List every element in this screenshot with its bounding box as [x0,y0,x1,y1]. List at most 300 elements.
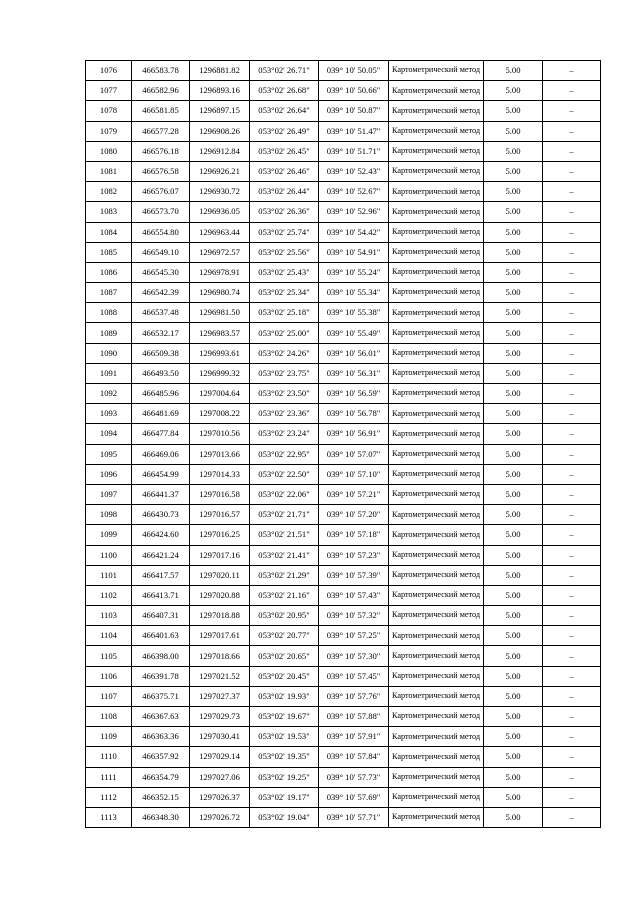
method-cell: Картометрический метод [389,606,484,626]
latitude-cell: 053°02' 22.50" [250,464,319,484]
table-row [86,61,601,81]
point-number-cell: 1107 [86,686,132,706]
latitude-cell: 053°02' 20.77" [250,626,319,646]
note-cell: – [543,424,601,444]
y-coordinate-cell: 1297017.16 [190,545,250,565]
x-coordinate-cell: 466581.85 [132,101,190,121]
accuracy-cell: 5.00 [484,404,543,424]
x-coordinate-cell: 466573.70 [132,202,190,222]
y-coordinate-cell: 1297027.06 [190,767,250,787]
table-row [86,545,601,565]
x-coordinate-cell: 466348.30 [132,807,190,827]
longitude-cell: 039° 10' 57.07" [319,444,389,464]
latitude-cell: 053°02' 19.25" [250,767,319,787]
method-cell: Картометрический метод [389,222,484,242]
latitude-cell: 053°02' 23.75" [250,363,319,383]
longitude-cell: 039° 10' 57.43" [319,585,389,605]
method-cell: Картометрический метод [389,807,484,827]
note-cell: – [543,182,601,202]
table-row [86,404,601,424]
method-cell: Картометрический метод [389,626,484,646]
latitude-cell: 053°02' 22.95" [250,444,319,464]
table-row [86,303,601,323]
x-coordinate-cell: 466375.71 [132,686,190,706]
longitude-cell: 039° 10' 55.24" [319,262,389,282]
y-coordinate-cell: 1296978.91 [190,262,250,282]
point-number-cell: 1111 [86,767,132,787]
longitude-cell: 039° 10' 51.71" [319,141,389,161]
y-coordinate-cell: 1296981.50 [190,303,250,323]
note-cell: – [543,141,601,161]
longitude-cell: 039° 10' 57.91" [319,727,389,747]
point-number-cell: 1104 [86,626,132,646]
note-cell: – [543,262,601,282]
table-row [86,323,601,343]
latitude-cell: 053°02' 26.71" [250,61,319,81]
y-coordinate-cell: 1296912.84 [190,141,250,161]
x-coordinate-cell: 466398.00 [132,646,190,666]
y-coordinate-cell: 1296881.82 [190,61,250,81]
method-cell: Картометрический метод [389,747,484,767]
x-coordinate-cell: 466542.39 [132,283,190,303]
x-coordinate-cell: 466357.92 [132,747,190,767]
y-coordinate-cell: 1296972.57 [190,242,250,262]
point-number-cell: 1109 [86,727,132,747]
y-coordinate-cell: 1297027.37 [190,686,250,706]
coordinates-table [85,60,601,828]
note-cell: – [543,606,601,626]
x-coordinate-cell: 466354.79 [132,767,190,787]
y-coordinate-cell: 1296980.74 [190,283,250,303]
latitude-cell: 053°02' 26.36" [250,202,319,222]
point-number-cell: 1098 [86,505,132,525]
table-row [86,747,601,767]
method-cell: Картометрический метод [389,545,484,565]
longitude-cell: 039° 10' 57.88" [319,707,389,727]
x-coordinate-cell: 466417.57 [132,565,190,585]
x-coordinate-cell: 466469.06 [132,444,190,464]
point-number-cell: 1086 [86,262,132,282]
y-coordinate-cell: 1297026.37 [190,787,250,807]
longitude-cell: 039° 10' 55.34" [319,283,389,303]
table-row [86,384,601,404]
longitude-cell: 039° 10' 51.47" [319,121,389,141]
note-cell: – [543,161,601,181]
latitude-cell: 053°02' 19.17" [250,787,319,807]
accuracy-cell: 5.00 [484,384,543,404]
table-row [86,626,601,646]
method-cell: Картометрический метод [389,323,484,343]
point-number-cell: 1089 [86,323,132,343]
x-coordinate-cell: 466367.63 [132,707,190,727]
accuracy-cell: 5.00 [484,81,543,101]
note-cell: – [543,565,601,585]
latitude-cell: 053°02' 20.45" [250,666,319,686]
table-row [86,727,601,747]
method-cell: Картометрический метод [389,262,484,282]
table-row [86,242,601,262]
accuracy-cell: 5.00 [484,646,543,666]
point-number-cell: 1083 [86,202,132,222]
table-row [86,807,601,827]
latitude-cell: 053°02' 21.41" [250,545,319,565]
x-coordinate-cell: 466576.18 [132,141,190,161]
x-coordinate-cell: 466532.17 [132,323,190,343]
point-number-cell: 1088 [86,303,132,323]
x-coordinate-cell: 466424.60 [132,525,190,545]
point-number-cell: 1087 [86,283,132,303]
longitude-cell: 039° 10' 50.87" [319,101,389,121]
accuracy-cell: 5.00 [484,727,543,747]
table-row [86,343,601,363]
method-cell: Картометрический метод [389,707,484,727]
accuracy-cell: 5.00 [484,242,543,262]
point-number-cell: 1112 [86,787,132,807]
note-cell: – [543,404,601,424]
method-cell: Картометрический метод [389,161,484,181]
y-coordinate-cell: 1297017.61 [190,626,250,646]
method-cell: Картометрический метод [389,303,484,323]
longitude-cell: 039° 10' 57.10" [319,464,389,484]
note-cell: – [543,626,601,646]
accuracy-cell: 5.00 [484,525,543,545]
point-number-cell: 1101 [86,565,132,585]
y-coordinate-cell: 1297004.64 [190,384,250,404]
longitude-cell: 039° 10' 52.43" [319,161,389,181]
accuracy-cell: 5.00 [484,141,543,161]
table-body [86,61,601,828]
latitude-cell: 053°02' 26.49" [250,121,319,141]
longitude-cell: 039° 10' 55.49" [319,323,389,343]
method-cell: Картометрический метод [389,121,484,141]
method-cell: Картометрический метод [389,404,484,424]
point-number-cell: 1105 [86,646,132,666]
latitude-cell: 053°02' 19.04" [250,807,319,827]
latitude-cell: 053°02' 26.64" [250,101,319,121]
accuracy-cell: 5.00 [484,121,543,141]
x-coordinate-cell: 466576.58 [132,161,190,181]
note-cell: – [543,707,601,727]
accuracy-cell: 5.00 [484,343,543,363]
latitude-cell: 053°02' 26.46" [250,161,319,181]
table-row [86,283,601,303]
point-number-cell: 1077 [86,81,132,101]
latitude-cell: 053°02' 24.26" [250,343,319,363]
accuracy-cell: 5.00 [484,464,543,484]
longitude-cell: 039° 10' 52.96" [319,202,389,222]
point-number-cell: 1078 [86,101,132,121]
longitude-cell: 039° 10' 50.66" [319,81,389,101]
latitude-cell: 053°02' 23.24" [250,424,319,444]
accuracy-cell: 5.00 [484,161,543,181]
x-coordinate-cell: 466421.24 [132,545,190,565]
method-cell: Картометрический метод [389,767,484,787]
point-number-cell: 1106 [86,666,132,686]
longitude-cell: 039° 10' 57.45" [319,666,389,686]
note-cell: – [543,343,601,363]
point-number-cell: 1076 [86,61,132,81]
longitude-cell: 039° 10' 56.59" [319,384,389,404]
x-coordinate-cell: 466481.69 [132,404,190,424]
longitude-cell: 039° 10' 54.91" [319,242,389,262]
longitude-cell: 039° 10' 57.76" [319,686,389,706]
table-row [86,202,601,222]
table-row [86,707,601,727]
accuracy-cell: 5.00 [484,626,543,646]
x-coordinate-cell: 466407.31 [132,606,190,626]
note-cell: – [543,121,601,141]
method-cell: Картометрический метод [389,727,484,747]
x-coordinate-cell: 466509.38 [132,343,190,363]
note-cell: – [543,303,601,323]
point-number-cell: 1085 [86,242,132,262]
y-coordinate-cell: 1296963.44 [190,222,250,242]
point-number-cell: 1110 [86,747,132,767]
method-cell: Картометрический метод [389,343,484,363]
latitude-cell: 053°02' 25.00" [250,323,319,343]
table-row [86,81,601,101]
latitude-cell: 053°02' 25.56" [250,242,319,262]
y-coordinate-cell: 1297014.33 [190,464,250,484]
method-cell: Картометрический метод [389,101,484,121]
x-coordinate-cell: 466441.37 [132,484,190,504]
accuracy-cell: 5.00 [484,707,543,727]
y-coordinate-cell: 1297018.88 [190,606,250,626]
x-coordinate-cell: 466391.78 [132,666,190,686]
accuracy-cell: 5.00 [484,363,543,383]
y-coordinate-cell: 1296999.32 [190,363,250,383]
note-cell: – [543,505,601,525]
latitude-cell: 053°02' 19.93" [250,686,319,706]
latitude-cell: 053°02' 23.36" [250,404,319,424]
table-row [86,606,601,626]
longitude-cell: 039° 10' 56.01" [319,343,389,363]
table-row [86,424,601,444]
table-row [86,767,601,787]
table-row [86,121,601,141]
x-coordinate-cell: 466537.48 [132,303,190,323]
y-coordinate-cell: 1296926.21 [190,161,250,181]
longitude-cell: 039° 10' 54.42" [319,222,389,242]
y-coordinate-cell: 1297016.25 [190,525,250,545]
y-coordinate-cell: 1297008.22 [190,404,250,424]
latitude-cell: 053°02' 26.44" [250,182,319,202]
x-coordinate-cell: 466485.96 [132,384,190,404]
table-row [86,141,601,161]
latitude-cell: 053°02' 25.34" [250,283,319,303]
method-cell: Картометрический метод [389,384,484,404]
note-cell: – [543,444,601,464]
note-cell: – [543,484,601,504]
y-coordinate-cell: 1296936.05 [190,202,250,222]
note-cell: – [543,545,601,565]
accuracy-cell: 5.00 [484,787,543,807]
latitude-cell: 053°02' 20.65" [250,646,319,666]
method-cell: Картометрический метод [389,363,484,383]
accuracy-cell: 5.00 [484,61,543,81]
method-cell: Картометрический метод [389,242,484,262]
note-cell: – [543,202,601,222]
point-number-cell: 1082 [86,182,132,202]
latitude-cell: 053°02' 25.43" [250,262,319,282]
table-row [86,585,601,605]
latitude-cell: 053°02' 20.95" [250,606,319,626]
latitude-cell: 053°02' 19.53" [250,727,319,747]
y-coordinate-cell: 1297016.58 [190,484,250,504]
accuracy-cell: 5.00 [484,505,543,525]
latitude-cell: 053°02' 26.45" [250,141,319,161]
longitude-cell: 039° 10' 57.30" [319,646,389,666]
note-cell: – [543,686,601,706]
y-coordinate-cell: 1296993.61 [190,343,250,363]
note-cell: – [543,283,601,303]
table-row [86,182,601,202]
table-row [86,262,601,282]
x-coordinate-cell: 466430.73 [132,505,190,525]
y-coordinate-cell: 1296930.72 [190,182,250,202]
method-cell: Картометрический метод [389,484,484,504]
accuracy-cell: 5.00 [484,303,543,323]
table-row [86,666,601,686]
longitude-cell: 039° 10' 57.23" [319,545,389,565]
note-cell: – [543,767,601,787]
accuracy-cell: 5.00 [484,686,543,706]
longitude-cell: 039° 10' 57.32" [319,606,389,626]
y-coordinate-cell: 1296893.16 [190,81,250,101]
y-coordinate-cell: 1297021.52 [190,666,250,686]
longitude-cell: 039° 10' 56.31" [319,363,389,383]
accuracy-cell: 5.00 [484,262,543,282]
x-coordinate-cell: 466493.50 [132,363,190,383]
longitude-cell: 039° 10' 57.21" [319,484,389,504]
method-cell: Картометрический метод [389,444,484,464]
point-number-cell: 1108 [86,707,132,727]
accuracy-cell: 5.00 [484,585,543,605]
latitude-cell: 053°02' 21.16" [250,585,319,605]
note-cell: – [543,323,601,343]
accuracy-cell: 5.00 [484,565,543,585]
longitude-cell: 039° 10' 55.38" [319,303,389,323]
longitude-cell: 039° 10' 57.20" [319,505,389,525]
note-cell: – [543,666,601,686]
accuracy-cell: 5.00 [484,767,543,787]
latitude-cell: 053°02' 21.71" [250,505,319,525]
point-number-cell: 1097 [86,484,132,504]
table-row [86,363,601,383]
table-row [86,565,601,585]
method-cell: Картометрический метод [389,666,484,686]
latitude-cell: 053°02' 21.51" [250,525,319,545]
x-coordinate-cell: 466352.15 [132,787,190,807]
table-row [86,444,601,464]
note-cell: – [543,363,601,383]
x-coordinate-cell: 466554.80 [132,222,190,242]
accuracy-cell: 5.00 [484,747,543,767]
note-cell: – [543,101,601,121]
point-number-cell: 1099 [86,525,132,545]
method-cell: Картометрический метод [389,525,484,545]
method-cell: Картометрический метод [389,141,484,161]
point-number-cell: 1100 [86,545,132,565]
table-row [86,101,601,121]
x-coordinate-cell: 466577.28 [132,121,190,141]
table-row [86,222,601,242]
latitude-cell: 053°02' 21.29" [250,565,319,585]
latitude-cell: 053°02' 22.06" [250,484,319,504]
point-number-cell: 1090 [86,343,132,363]
table-row [86,646,601,666]
table-row [86,464,601,484]
point-number-cell: 1103 [86,606,132,626]
x-coordinate-cell: 466545.30 [132,262,190,282]
accuracy-cell: 5.00 [484,484,543,504]
longitude-cell: 039° 10' 52.67" [319,182,389,202]
table-row [86,686,601,706]
latitude-cell: 053°02' 26.68" [250,81,319,101]
note-cell: – [543,222,601,242]
method-cell: Картометрический метод [389,686,484,706]
x-coordinate-cell: 466576.07 [132,182,190,202]
point-number-cell: 1096 [86,464,132,484]
longitude-cell: 039° 10' 56.91" [319,424,389,444]
longitude-cell: 039° 10' 57.84" [319,747,389,767]
note-cell: – [543,242,601,262]
point-number-cell: 1080 [86,141,132,161]
x-coordinate-cell: 466413.71 [132,585,190,605]
latitude-cell: 053°02' 19.35" [250,747,319,767]
longitude-cell: 039° 10' 57.39" [319,565,389,585]
point-number-cell: 1094 [86,424,132,444]
method-cell: Картометрический метод [389,81,484,101]
note-cell: – [543,747,601,767]
longitude-cell: 039° 10' 57.71" [319,807,389,827]
y-coordinate-cell: 1297016.57 [190,505,250,525]
y-coordinate-cell: 1297029.14 [190,747,250,767]
longitude-cell: 039° 10' 57.18" [319,525,389,545]
x-coordinate-cell: 466582.96 [132,81,190,101]
y-coordinate-cell: 1297010.56 [190,424,250,444]
y-coordinate-cell: 1297030.41 [190,727,250,747]
method-cell: Картометрический метод [389,283,484,303]
y-coordinate-cell: 1297020.11 [190,565,250,585]
note-cell: – [543,384,601,404]
accuracy-cell: 5.00 [484,323,543,343]
table-row [86,484,601,504]
accuracy-cell: 5.00 [484,424,543,444]
accuracy-cell: 5.00 [484,222,543,242]
x-coordinate-cell: 466477.84 [132,424,190,444]
latitude-cell: 053°02' 25.74" [250,222,319,242]
point-number-cell: 1102 [86,585,132,605]
note-cell: – [543,525,601,545]
longitude-cell: 039° 10' 50.05" [319,61,389,81]
method-cell: Картометрический метод [389,505,484,525]
note-cell: – [543,61,601,81]
method-cell: Картометрический метод [389,787,484,807]
x-coordinate-cell: 466401.63 [132,626,190,646]
method-cell: Картометрический метод [389,61,484,81]
accuracy-cell: 5.00 [484,545,543,565]
accuracy-cell: 5.00 [484,807,543,827]
method-cell: Картометрический метод [389,646,484,666]
note-cell: – [543,646,601,666]
method-cell: Картометрический метод [389,464,484,484]
x-coordinate-cell: 466363.36 [132,727,190,747]
y-coordinate-cell: 1296983.57 [190,323,250,343]
y-coordinate-cell: 1297013.66 [190,444,250,464]
longitude-cell: 039° 10' 57.69" [319,787,389,807]
longitude-cell: 039° 10' 57.25" [319,626,389,646]
